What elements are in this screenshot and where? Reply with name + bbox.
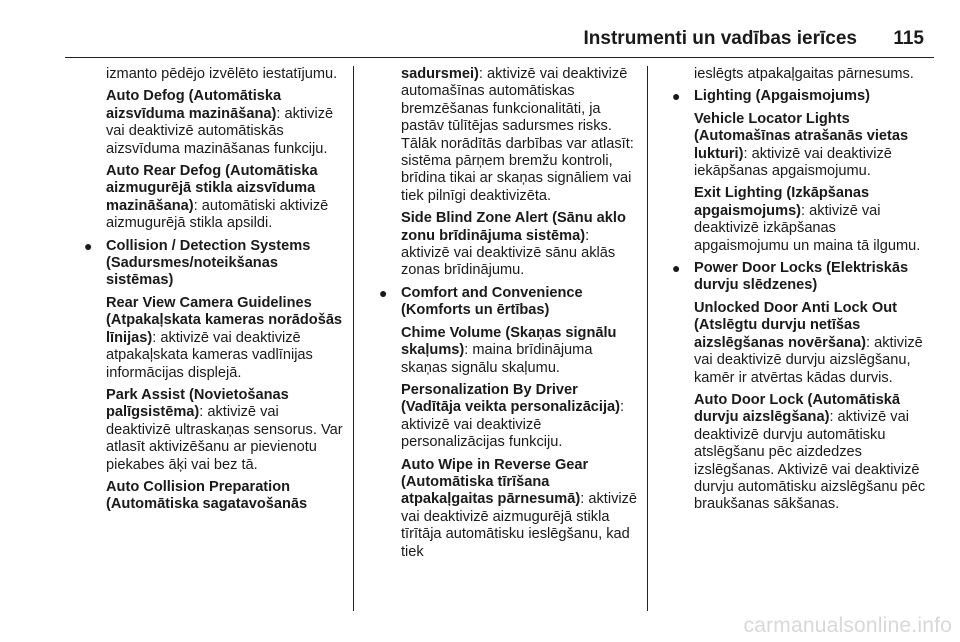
setting-title: Side Blind Zone Alert (Sānu aklo zonu brīdinājuma sistēma)	[401, 210, 626, 244]
setting-title: Park Assist (Novietošanas palīgsistēma)	[106, 386, 289, 421]
setting-description: : aktivizē vai deaktivizē aizmugurējā stikla tīrītāja automātisku ieslēgšanu, kad tiek	[401, 491, 638, 560]
column-divider-2	[647, 66, 648, 611]
setting-auto-collision-prep-cont	[377, 66, 639, 205]
bullet-lighting: ● Lighting (Apgaismojums)	[672, 88, 870, 105]
setting-title: Auto Door Lock (Automātiskā durvju aizslēgšana)	[694, 391, 900, 426]
watermark: carmanualsonline.info	[743, 614, 952, 637]
setting-auto-defog	[82, 88, 346, 158]
setting-title: Auto Defog (Automātiska aizsvīduma mazināšana)	[106, 88, 282, 122]
bullet-icon: ●	[672, 88, 681, 105]
setting-description: : aktivizē vai deaktivizē personalizācijas funkciju.	[401, 399, 625, 451]
setting-description: : aktivizē vai deaktivizē durvju automātisku atslēgšanu pēc aizdedzes izslēgšanas. Aktivizē vai deaktivizē durvju automātisku aizslēgšanu pēc braukšanas sākšanas.	[694, 409, 926, 513]
setting-title: Vehicle Locator Lights (Automašīnas atrašanās vietas lukturi)	[694, 110, 909, 162]
setting-rear-view-camera	[82, 295, 346, 382]
setting-title: Exit Lighting (Izkāpšanas apgaismojums)	[694, 185, 870, 219]
bullet-icon: ●	[379, 284, 388, 301]
bullet-icon: ●	[672, 260, 681, 277]
setting-title: Rear View Camera Guidelines (Atpakaļskata kameras norādošās līnijas)	[106, 294, 343, 346]
paragraph: izmanto pēdējo izvēlēto iestatījumu.	[106, 66, 338, 82]
setting-description: : automātiski aktivizē aizmugurējā stikla apsildi.	[106, 197, 329, 232]
setting-description: : aktivizē vai deaktivizē sānu aklās zonas brīdinājumu.	[401, 227, 616, 279]
text-column-1	[82, 66, 346, 519]
setting-title: Auto Wipe in Reverse Gear (Automātiska tīrīšana atpakaļgaitas pārnesumā)	[401, 456, 589, 508]
setting-auto-rear-defog	[82, 163, 346, 233]
bullet-power-door-locks: ● Power Door Locks (Elektriskās durvju slēdzenes)	[672, 260, 909, 294]
page-header	[0, 0, 960, 58]
setting-title: sadursmei)	[401, 66, 479, 82]
text-column-2	[377, 66, 639, 566]
setting-auto-collision-prep	[82, 479, 346, 514]
setting-park-assist	[82, 387, 346, 474]
setting-title: Unlocked Door Anti Lock Out (Atslēgtu durvju netīšas aizslēgšanas novēršana)	[694, 299, 897, 351]
setting-description: : aktivizē vai deaktivizē automātiskās aizsvīduma mazināšanas funkciju.	[106, 105, 334, 157]
setting-side-blind-zone	[377, 210, 639, 280]
setting-personalization	[377, 382, 639, 452]
column-divider-1	[353, 66, 354, 611]
setting-description: : aktivizē vai deaktivizē durvju aizslēgšanu, kamēr ir atvērtas kādas durvis.	[694, 334, 923, 386]
bullet-icon: ●	[84, 237, 93, 254]
text-column-3	[670, 66, 932, 519]
setting-description: : aktivizē vai deaktivizē atpakaļskata kameras vadlīnijas informācijas displejā.	[106, 329, 313, 381]
setting-title: Personalization By Driver (Vadītāja veikta personalizācija)	[401, 381, 621, 416]
paragraph: ieslēgts atpakaļgaitas pārnesums.	[694, 66, 914, 82]
setting-auto-wipe-reverse	[377, 457, 639, 561]
setting-title: Auto Rear Defog (Automātiska aizmugurējā stikla aizsvīduma mazināšana)	[106, 163, 318, 214]
setting-description: : aktivizē vai deaktivizē automašīnas automātiskas bremzēšanas funkcionalitāti, ja pastāv tūlītējas sadursmes risks. Tālāk norādītās darbības var atlasīt: sistēma pārņem bremžu kontroli, brīdina tikai ar skaņas signāliem vai tiek pilnīgi deaktivizēta.	[401, 66, 634, 204]
setting-exit-lighting	[670, 185, 932, 255]
bullet-comfort-convenience: ● Comfort and Convenience (Komforts un ērtības)	[379, 284, 583, 319]
setting-title: Auto Collision Preparation (Automātiska sagatavošanās	[106, 478, 308, 513]
setting-description: : aktivizē vai deaktivizē izkāpšanas apgaismojumu un maina tā ilgumu.	[694, 202, 921, 254]
setting-vehicle-locator-lights	[670, 111, 932, 181]
setting-unlocked-door-anti-lock-out	[670, 300, 932, 387]
setting-auto-door-lock	[670, 392, 932, 514]
setting-description: : maina brīdinājuma skaņas signālu skaļumu.	[401, 342, 593, 376]
page-title: Instrumenti un vadības ierīces	[583, 28, 857, 49]
header-divider	[65, 57, 934, 58]
page-number: 115	[893, 28, 924, 49]
bullet-collision-detection: ● Collision / Detection Systems (Sadursmes/noteikšanas sistēmas)	[84, 237, 311, 289]
setting-description: : aktivizē vai deaktivizē ultraskaņas sensorus. Var atlasīt aktivizēšanu ar pievienotu piekabes āķi vai bez tā.	[106, 404, 343, 473]
setting-chime-volume	[377, 325, 639, 377]
setting-title: Chime Volume (Skaņas signālu skaļums)	[401, 324, 617, 359]
setting-description: : aktivizē vai deaktivizē iekāpšanas apgaismojumu.	[694, 145, 892, 180]
